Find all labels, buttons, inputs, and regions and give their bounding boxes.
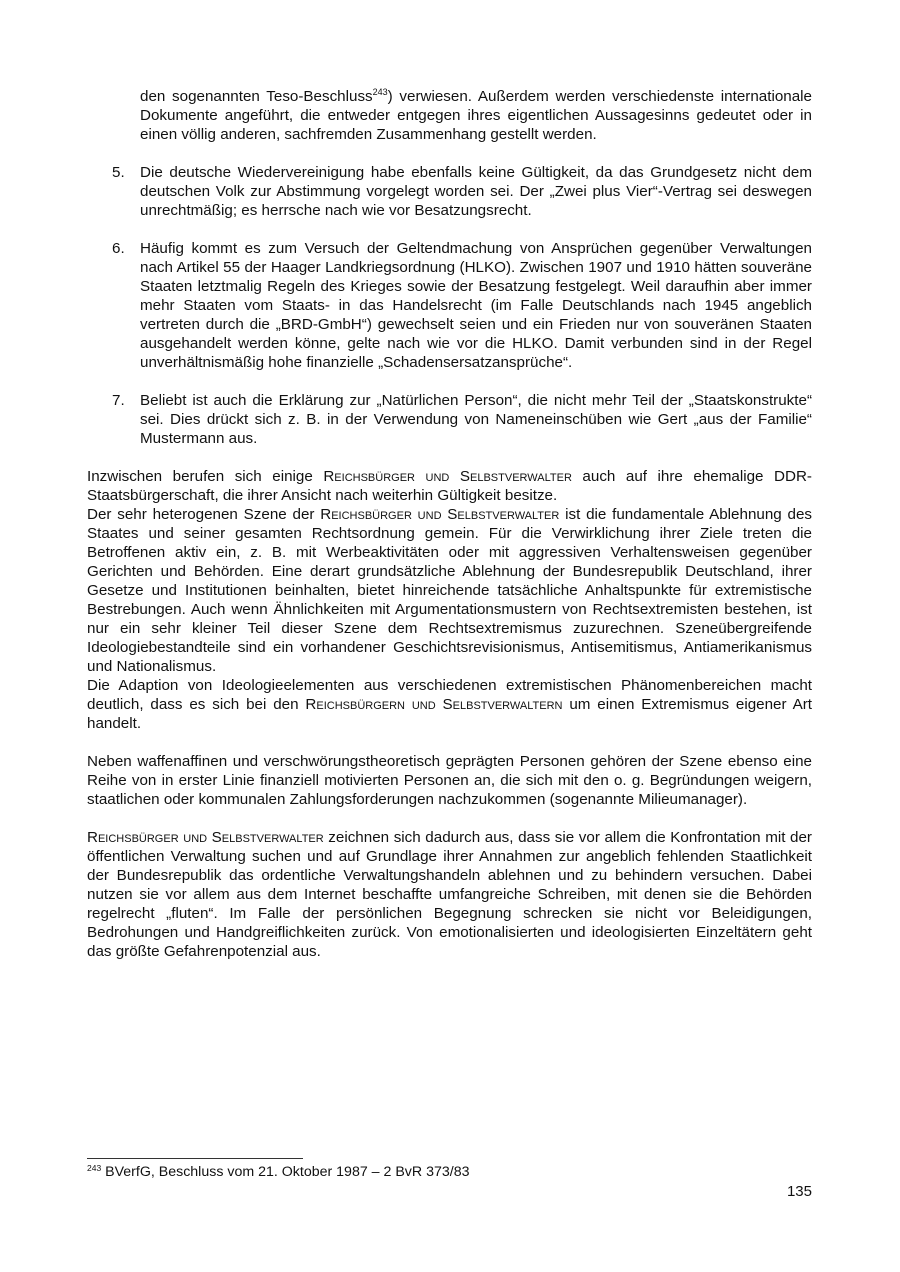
paragraph-milieumanager: Neben waffenaffinen und verschwörungstheoretisch geprägten Personen gehören der Szene ebenso eine Reihe von in erster Linie finanziell motivierten Personen an, die sich mit den o. g. Begründungen weigern, staatlichen oder kommunalen Zahlungsforderungen nachzukommen (sogenannte Milieumanager).	[87, 753, 812, 808]
footnote-reference[interactable]: 243	[372, 87, 388, 97]
footnote-separator	[87, 1158, 303, 1159]
intro-text-start: den sogenannten Teso-Beschluss	[140, 88, 373, 105]
term-small-caps: Reichsbürger und Selbstverwalter	[323, 468, 572, 485]
term-small-caps: Reichsbürger und Selbstverwalter	[320, 506, 560, 523]
list-continuation-paragraph	[140, 87, 812, 144]
list-item-text: Die deutsche Wiedervereinigung habe ebenfalls keine Gültigkeit, da das Grundgesetz nicht dem deutschen Volk zur Abstimmung vorgelegt worden sei. Der „Zwei plus Vier“-Vertrag sei deswegen unrechtmäßig; es herrsche nach wie vor Besatzungsrecht.	[140, 164, 812, 219]
list-item-number: 5.	[112, 164, 125, 181]
page-number: 135	[786, 1183, 812, 1200]
list-item	[87, 163, 812, 220]
list-item-number: 7.	[112, 392, 125, 409]
paragraph-confrontation: Reichsbürger und Selbstverwalter zeichnen sich dadurch aus, dass sie vor allem die Konfrontation mit der öffentlichen Verwaltung suchen und auf Grundlage ihrer Annahmen zur angeblich fehlenden Staatlichkeit der Bundesrepublik das ordentliche Verwaltungshandeln ablehnen und zu behindern versuchen. Dabei nutzen sie vor allem aus dem Internet beschaffte umfangreiche Schreiben, mit denen sie die Behörden regelrecht „fluten“. Im Falle der persönlichen Begegnung schrecken sie nicht vor Beleidigungen, Bedrohungen und Handgreiflichkeiten zurück. Von emotionalisierten und ideologisierten Einzeltätern geht das größte Gefahrenpotenzial aus.	[87, 829, 812, 960]
numbered-list	[87, 163, 812, 448]
intro-text-end: ) verwiesen. Außerdem werden verschiedenste internationale Dokumente angeführt, die entweder entgegen ihres eigentlichen Aussagesinns gedeutet oder in einen völlig anderen, sachfremden Zusammenhang gestellt werden.	[140, 88, 812, 143]
list-item-text: Beliebt ist auch die Erklärung zur „Natürlichen Person“, die nicht mehr Teil der „Staatskonstrukte“ sei. Dies drückt sich z. B. in der Verwendung von Nameneinschüben wie Gert „aus der Familie“ Mustermann aus.	[140, 392, 812, 447]
paragraph-ddr-citizenship: Inzwischen berufen sich einige Reichsbürger und Selbstverwalter auch auf ihre ehemalige DDR-Staatsbürgerschaft, die ihrer Ansicht nach weiterhin Gültigkeit besitze.	[87, 468, 812, 504]
list-item	[87, 391, 812, 448]
paragraph-heterogeneous-scene: Der sehr heterogenen Szene der Reichsbürger und Selbstverwalter ist die fundamentale Ablehnung des Staates und seiner gesamten Rechtsordnung gemein. Für die Verwirklichung ihrer Ziele treten die Betroffenen aktiv ein, z. B. mit Werbeaktivitäten oder mit aggressiven Verhaltensweisen gegenüber Gerichten und Behörden. Eine derart grundsätzliche Ablehnung der Bundesrepublik Deutschland, ihrer Gesetze und Institutionen beinhalten, bietet hinreichende tatsächliche Anhaltspunkte für extremistische Bestrebungen. Auch wenn Ähnlichkeiten mit Argumentationsmustern von Rechtsextremisten bestehen, ist nur ein sehr kleiner Teil dieser Szene dem Rechtsextremismus zuzurechnen. Szeneübergreifende Ideologiebestandteile sind ein vorhandener Geschichtsrevisionismus, Antisemitismus, Antiamerikanismus und Nationalismus.	[87, 506, 812, 675]
list-item	[87, 239, 812, 372]
term-small-caps: Reichsbürger und Selbstverwalter	[87, 829, 324, 846]
footnote	[87, 1163, 469, 1181]
list-item-text: Häufig kommt es zum Versuch der Geltendmachung von Ansprüchen gegenüber Verwaltungen nach Artikel 55 der Haager Landkriegsordnung (HLKO). Zwischen 1907 und 1910 hätten souveräne Staaten letztmalig Regeln des Krieges sowie der Besatzung festgelegt. Weil daraufhin aber immer mehr Staaten vom Staats- in das Handelsrecht (im Falle Deutschlands nach 1945 angeblich vertreten durch die „BRD-GmbH“) gewechselt seien und ein Frieden nur von souveränen Staaten ausgehandelt werden könne, gelte nach wie vor die HLKO. Damit verbunden sind in der Regel unverhältnismäßig hohe finanzielle „Schadensersatzansprüche“.	[140, 240, 812, 371]
footnote-text: BVerfG, Beschluss vom 21. Oktober 1987 – 2 BvR 373/83	[101, 1164, 470, 1180]
paragraph-ideology-adaption: Die Adaption von Ideologieelementen aus verschiedenen extremistischen Phänomenbereichen macht deutlich, dass es sich bei den Reichsbürgern und Selbstverwaltern um einen Extremismus eigener Art handelt.	[87, 677, 812, 732]
main-text	[87, 87, 812, 961]
list-item-number: 6.	[112, 240, 125, 257]
term-small-caps: Reichsbürgern und Selbstverwaltern	[305, 696, 563, 713]
footnote-number: 243	[87, 1163, 102, 1173]
